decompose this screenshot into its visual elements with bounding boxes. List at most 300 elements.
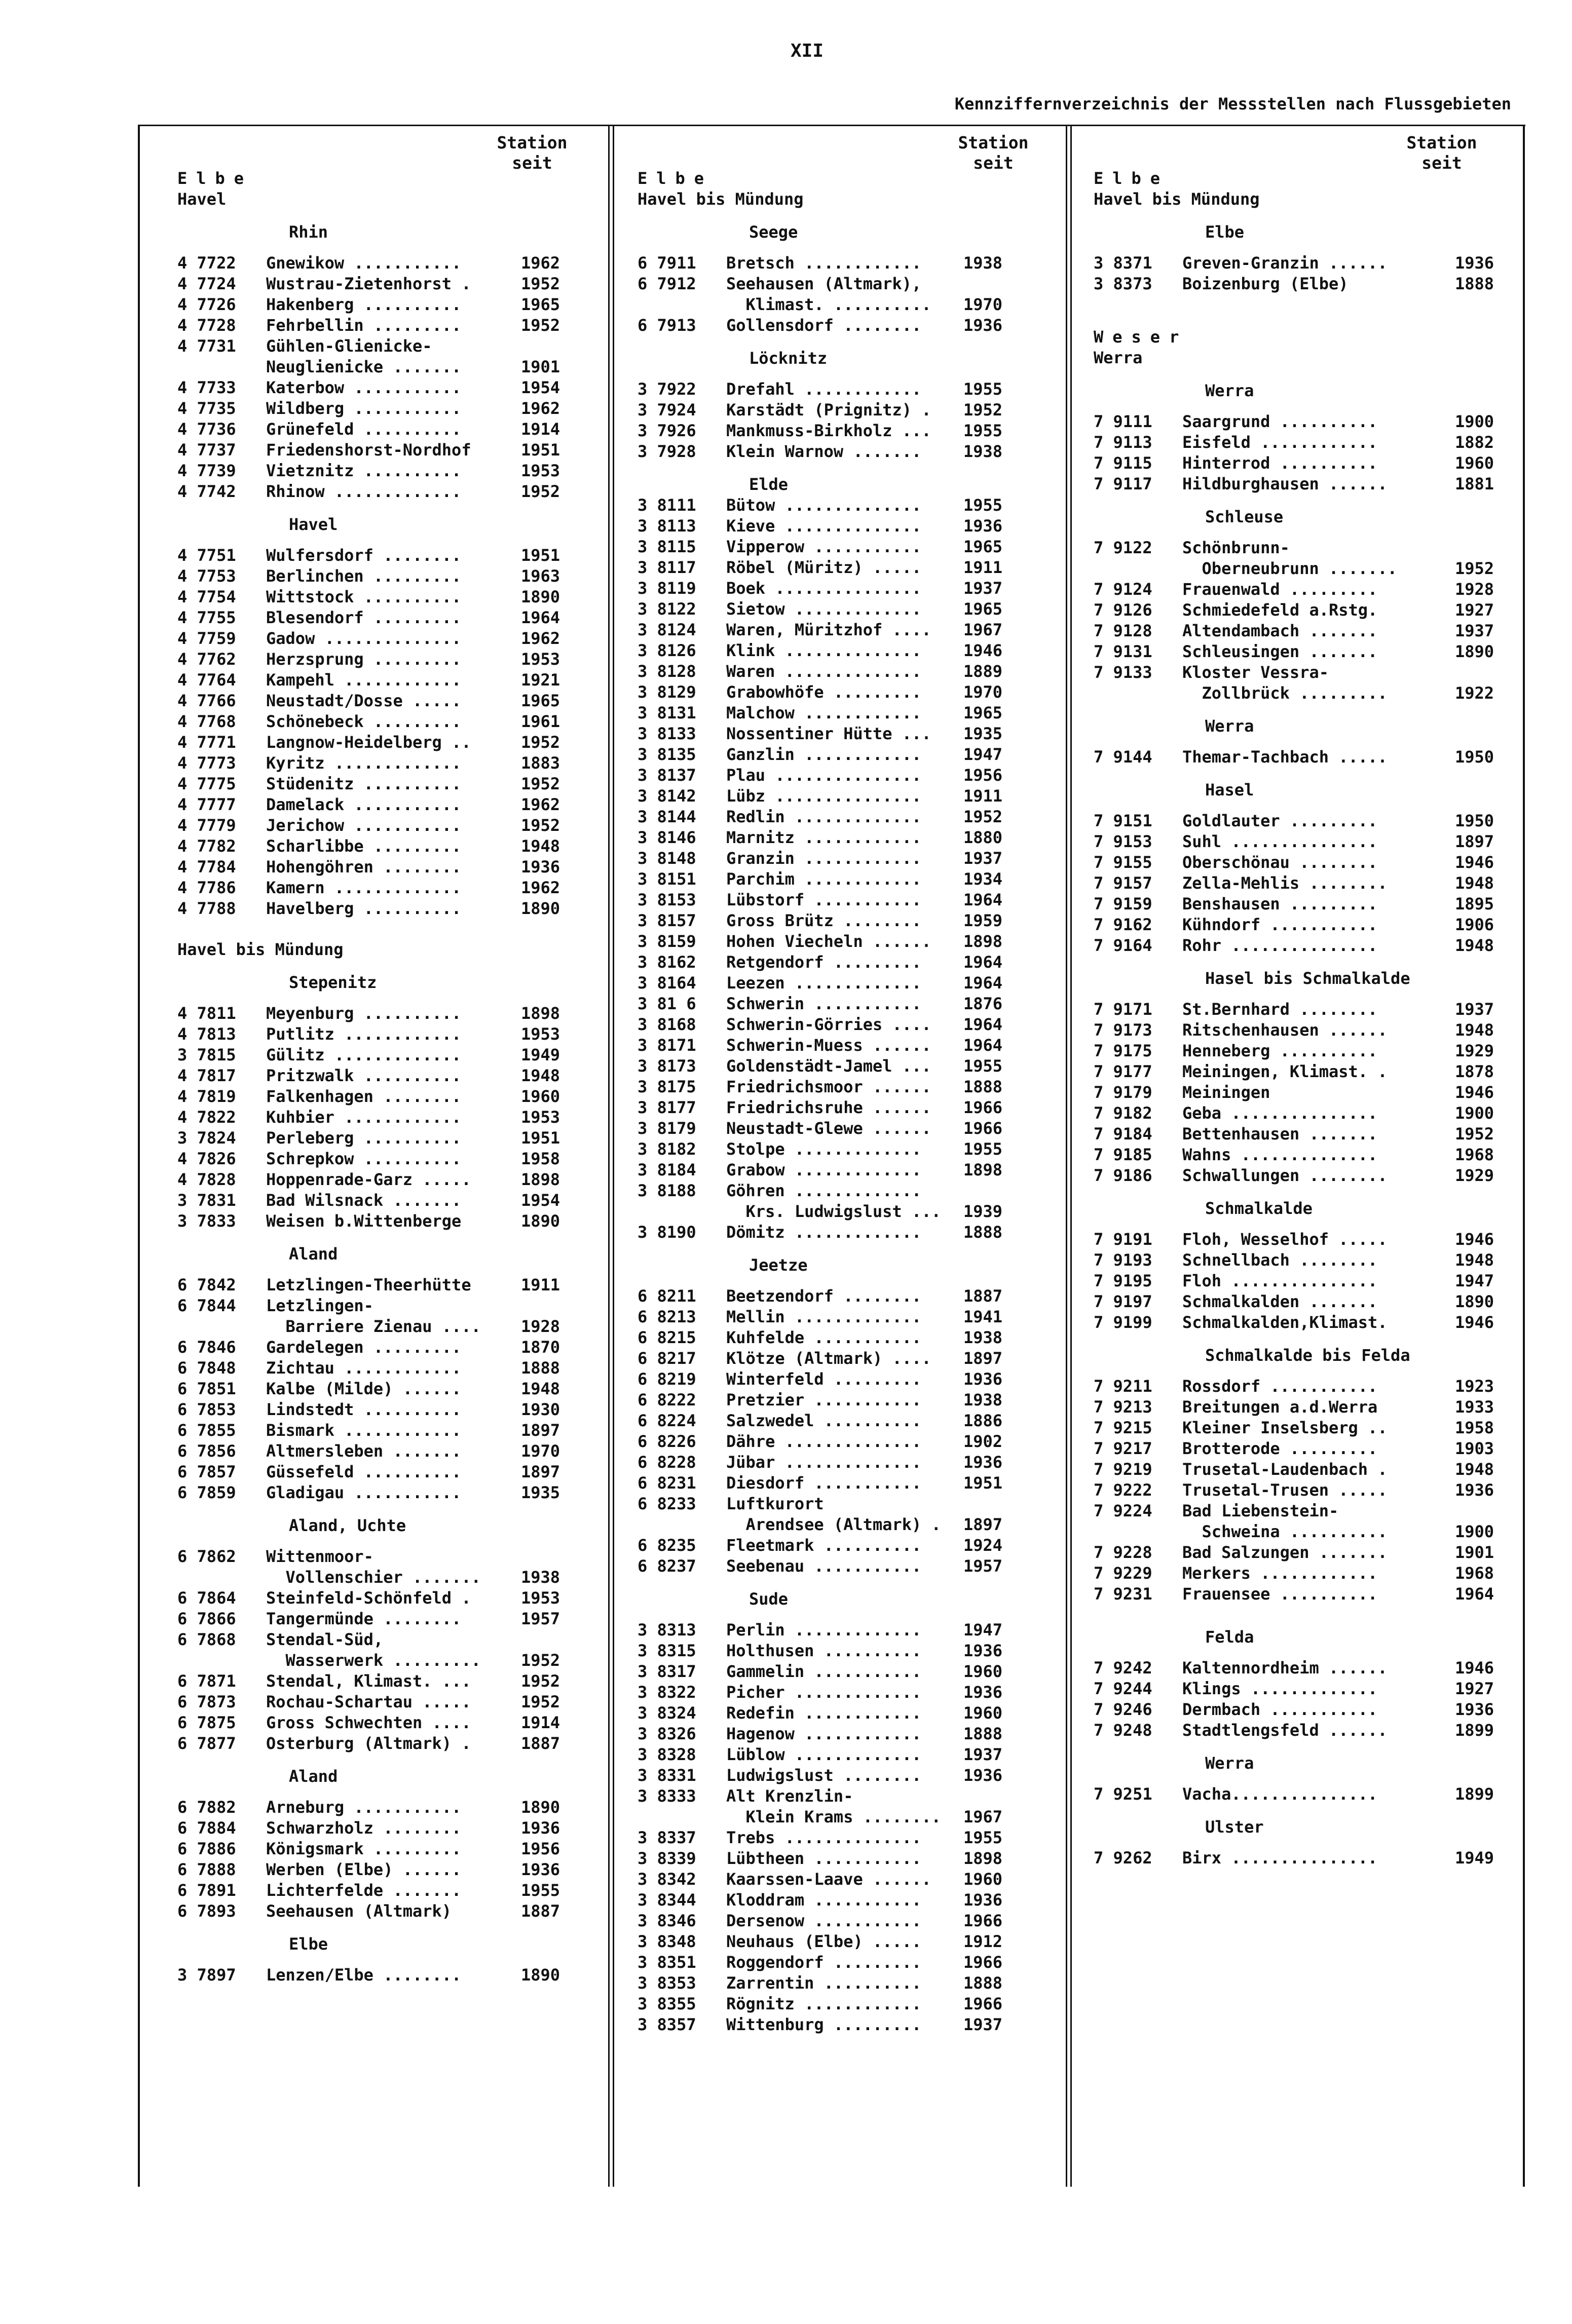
station-name: Gross Schwechten ....	[266, 1713, 471, 1732]
station-id: 4 7764	[177, 670, 236, 690]
station-row	[1094, 999, 1494, 1020]
station-year: 1946	[963, 641, 1002, 660]
station-year: 1955	[963, 379, 1002, 399]
station-id: 7 9155	[1094, 853, 1152, 872]
river-heading: Aland	[289, 1767, 338, 1786]
station-year: 1952	[520, 274, 560, 293]
river-heading: Sude	[749, 1589, 789, 1609]
station-year: 1890	[520, 1798, 560, 1817]
station-year: 1960	[1454, 453, 1494, 473]
station-row	[638, 1641, 1002, 1661]
station-year: 1936	[1454, 1700, 1494, 1719]
station-year: 1890	[520, 587, 560, 606]
station-row	[1094, 1459, 1494, 1480]
station-id: 3 8111	[638, 496, 696, 515]
station-row	[638, 807, 1002, 827]
station-year: 1948	[1454, 873, 1494, 893]
station-row	[177, 1358, 560, 1379]
station-name: Grabow .............	[726, 1160, 922, 1179]
station-name: Picher .............	[726, 1683, 922, 1702]
station-name: Seehausen (Altmark),	[726, 274, 922, 293]
station-name: Schweina ..........	[1182, 1522, 1388, 1541]
station-year: 1928	[520, 1317, 560, 1336]
station-id: 7 9144	[1094, 747, 1152, 767]
station-id: 7 9153	[1094, 832, 1152, 851]
station-name: Schwerin-Muess ......	[726, 1036, 931, 1055]
station-id: 3 8357	[638, 2015, 696, 2034]
station-year: 1890	[1454, 642, 1494, 661]
station-name: Ludwigslust ........	[726, 1766, 922, 1785]
station-id: 7 9217	[1094, 1439, 1152, 1458]
station-id: 7 9113	[1094, 433, 1152, 452]
station-id: 3 8346	[638, 1911, 696, 1930]
station-name: Dähre ..............	[726, 1432, 922, 1451]
station-row	[638, 1724, 1002, 1744]
station-id: 3 8373	[1094, 274, 1152, 293]
station-name: Arneburg ...........	[266, 1798, 462, 1817]
station-row	[177, 794, 560, 815]
station-row	[177, 315, 560, 336]
station-name: Tangermünde ........	[266, 1609, 462, 1628]
station-id: 3 8131	[638, 703, 696, 722]
station-year: 1970	[520, 1441, 560, 1461]
station-name: Meyenburg ..........	[266, 1004, 462, 1023]
station-id: 6 7856	[177, 1441, 236, 1461]
station-name: St.Bernhard ........	[1182, 1000, 1378, 1019]
station-name: Pritzwalk ..........	[266, 1066, 462, 1085]
spacer	[1094, 294, 1494, 315]
station-name: Trusetal-Trusen .....	[1182, 1480, 1388, 1500]
station-row	[638, 1431, 1002, 1452]
page-heading: Kennziffernverzeichnis der Messstellen nach Flussgebieten	[954, 94, 1511, 113]
station-row	[638, 441, 1002, 462]
station-id: 6 7877	[177, 1734, 236, 1753]
station-id: 3 8144	[638, 807, 696, 826]
spacer	[1094, 801, 1494, 811]
station-year: 1929	[1454, 1166, 1494, 1185]
station-id: 6 8228	[638, 1453, 696, 1472]
station-year: 1961	[520, 712, 560, 731]
station-year: 1900	[1454, 1522, 1494, 1541]
river-heading: Havel	[289, 515, 338, 534]
station-year: 1965	[963, 599, 1002, 619]
station-id: 3 7897	[177, 1965, 236, 1985]
station-row	[638, 1931, 1002, 1952]
spacer	[638, 127, 1002, 156]
station-id: 6 7884	[177, 1818, 236, 1838]
station-name: Rochau-Schartau .....	[266, 1692, 471, 1711]
station-name: Retgendorf .........	[726, 953, 922, 972]
station-id: 3 7926	[638, 421, 696, 440]
region-heading: Havel bis Mündung	[177, 940, 344, 959]
station-row	[177, 878, 560, 898]
station-name: Lenzen/Elbe ........	[266, 1965, 462, 1985]
station-row	[638, 495, 1002, 516]
station-name: Gollensdorf ........	[726, 316, 922, 335]
station-name: Wittenburg .........	[726, 2015, 922, 2034]
station-year: 1960	[520, 1087, 560, 1106]
station-name: Gross Brütz ........	[726, 911, 922, 930]
station-year: 1949	[520, 1045, 560, 1064]
station-year: 1938	[963, 253, 1002, 273]
station-row	[638, 1286, 1002, 1307]
station-name: Wittstock ..........	[266, 587, 462, 606]
station-row	[638, 2014, 1002, 2035]
station-year: 1870	[520, 1338, 560, 1357]
station-row	[638, 1535, 1002, 1556]
station-name: Jerichow ...........	[266, 816, 462, 835]
station-row	[1094, 579, 1494, 600]
station-name: Rögnitz ............	[726, 1994, 922, 2013]
station-row	[1094, 1563, 1494, 1584]
spacer	[1094, 737, 1494, 747]
seit-label: seit	[973, 153, 1014, 173]
station-id: 6 7862	[177, 1547, 236, 1566]
station-name: Schwerin-Görries ....	[726, 1015, 931, 1034]
river-heading: Hasel	[1205, 780, 1254, 799]
station-year: 1903	[1454, 1439, 1494, 1458]
spacer	[1094, 243, 1494, 253]
station-id: 7 9197	[1094, 1292, 1152, 1311]
station-id: 3 8326	[638, 1724, 696, 1743]
station-row	[638, 578, 1002, 599]
station-year: 1888	[1454, 274, 1494, 293]
station-row	[638, 1661, 1002, 1682]
station-label: Station	[958, 133, 1029, 153]
station-id: 4 7755	[177, 608, 236, 627]
station-row	[638, 1765, 1002, 1786]
station-row	[177, 1190, 560, 1211]
station-row	[1094, 1397, 1494, 1418]
station-name: Rohr ...............	[1182, 936, 1378, 955]
station-id: 7 9128	[1094, 621, 1152, 640]
station-year: 1964	[520, 608, 560, 627]
station-id: 3 8315	[638, 1641, 696, 1660]
station-row	[638, 640, 1002, 661]
region-heading: Werra	[1094, 348, 1143, 367]
station-year: 1898	[963, 1849, 1002, 1868]
station-row	[638, 315, 1002, 336]
station-name: Kampehl ............	[266, 670, 462, 690]
station-id: 7 9219	[1094, 1460, 1152, 1479]
station-year: 1899	[1454, 1784, 1494, 1804]
station-year: 1936	[963, 1453, 1002, 1472]
station-row	[177, 440, 560, 461]
station-label: Station	[1406, 133, 1477, 153]
station-row	[177, 836, 560, 857]
basin-heading: Elbe	[177, 169, 253, 188]
station-row	[638, 1494, 1002, 1514]
station-row	[638, 1097, 1002, 1118]
station-id: 3 8113	[638, 516, 696, 536]
station-year: 1898	[520, 1004, 560, 1023]
station-year: 1936	[1454, 1480, 1494, 1500]
station-name: Malchow ............	[726, 703, 922, 722]
station-row	[638, 379, 1002, 400]
station-id: 6 8211	[638, 1286, 696, 1306]
station-name: Friedrichsmoor ......	[726, 1077, 931, 1096]
station-id: 3 8322	[638, 1683, 696, 1702]
station-row	[638, 1160, 1002, 1180]
station-name: Nossentiner Hütte ...	[726, 724, 931, 743]
station-name: Schleusingen .......	[1182, 642, 1378, 661]
station-year: 1897	[963, 1515, 1002, 1534]
station-year: 1952	[520, 733, 560, 752]
station-name: Alt Krenzlin-	[726, 1786, 853, 1806]
station-name: Bad Salzungen .......	[1182, 1543, 1388, 1562]
station-name: Birx ...............	[1182, 1848, 1378, 1868]
station-id: 3 8137	[638, 766, 696, 785]
station-name: Karstädt (Prignitz) .	[726, 400, 931, 420]
station-year: 1937	[1454, 621, 1494, 640]
station-row	[638, 952, 1002, 973]
station-name: Sietow .............	[726, 599, 922, 619]
station-row	[1094, 1145, 1494, 1165]
station-id: 4 7766	[177, 691, 236, 710]
station-year: 1953	[520, 650, 560, 669]
station-year: 1936	[963, 316, 1002, 335]
station-name: Kleiner Inselsberg ..	[1182, 1418, 1388, 1437]
station-name: Beetzendorf ........	[726, 1286, 922, 1306]
station-row	[177, 1337, 560, 1358]
station-row	[1094, 1124, 1494, 1145]
station-year: 1970	[963, 295, 1002, 314]
station-name: Stendal-Süd,	[266, 1630, 384, 1649]
station-id: 7 9244	[1094, 1679, 1152, 1698]
station-name: Parchim ............	[726, 869, 922, 889]
station-name: Schwerin ...........	[726, 994, 922, 1013]
station-row	[1094, 894, 1494, 915]
station-name: Friedenshorst-Nordhof	[266, 440, 471, 460]
station-row	[177, 294, 560, 315]
river-heading: Schmalkalde	[1205, 1199, 1313, 1218]
station-name: Themar-Tachbach .....	[1182, 747, 1388, 767]
station-year: 1953	[520, 1024, 560, 1044]
station-row	[638, 1973, 1002, 1994]
river-heading: Rhin	[289, 222, 328, 242]
station-name: Klimast. ..........	[726, 295, 931, 314]
station-year: 1881	[1454, 474, 1494, 493]
station-row	[177, 1149, 560, 1169]
station-id: 6 7875	[177, 1713, 236, 1732]
station-year: 1951	[520, 1128, 560, 1148]
station-name: Lübtheen ...........	[726, 1849, 922, 1868]
station-name: Altendambach .......	[1182, 621, 1378, 640]
station-id: 4 7822	[177, 1108, 236, 1127]
station-row	[1094, 1699, 1494, 1720]
station-id: 3 8371	[1094, 253, 1152, 273]
frame-left-line	[138, 125, 140, 2187]
spacer	[638, 1610, 1002, 1620]
station-id: 6 8235	[638, 1536, 696, 1555]
station-year: 1888	[520, 1358, 560, 1378]
station-id: 7 9186	[1094, 1166, 1152, 1185]
station-name: Holthusen ..........	[726, 1641, 922, 1660]
station-year: 1936	[963, 1369, 1002, 1389]
spacer	[177, 993, 560, 1003]
station-name: Breitungen a.d.Werra	[1182, 1397, 1378, 1417]
spacer	[638, 369, 1002, 379]
station-name: Leezen .............	[726, 973, 922, 993]
station-row	[177, 857, 560, 878]
station-name: Boek ...............	[726, 579, 922, 598]
station-row	[177, 1024, 560, 1045]
station-year: 1924	[963, 1536, 1002, 1555]
station-name: Roggendorf .........	[726, 1953, 922, 1972]
station-name: Vipperow ...........	[726, 537, 922, 556]
station-row	[1094, 1679, 1494, 1699]
station-row	[177, 1839, 560, 1859]
station-year: 1953	[520, 1108, 560, 1127]
station-name: Letzlingen-Theerhütte	[266, 1275, 471, 1294]
station-row	[177, 1588, 560, 1609]
frame-right-line	[1523, 125, 1525, 2187]
station-row	[1094, 747, 1494, 768]
station-year: 1964	[963, 973, 1002, 993]
station-row	[638, 1620, 1002, 1641]
basin-heading: Weser	[1094, 327, 1188, 347]
station-row	[1094, 1480, 1494, 1501]
station-name: Seehausen (Altmark)	[266, 1901, 452, 1921]
station-year: 1946	[1454, 853, 1494, 872]
station-year: 1936	[1454, 253, 1494, 273]
station-year: 1948	[1454, 1250, 1494, 1270]
station-name: Granzin ............	[726, 849, 922, 868]
column-divider-2b	[1070, 125, 1072, 2187]
station-name: Falkenhagen ........	[266, 1087, 462, 1106]
station-name: Goldlauter .........	[1182, 811, 1378, 830]
station-id: 4 7828	[177, 1170, 236, 1189]
station-row	[177, 587, 560, 607]
station-year: 1952	[520, 816, 560, 835]
station-name: Katerbow ...........	[266, 378, 462, 397]
station-year: 1962	[520, 629, 560, 648]
station-year: 1936	[963, 1890, 1002, 1910]
station-name: Plau ...............	[726, 766, 922, 785]
seit-label: seit	[512, 153, 552, 173]
station-year: 1936	[963, 516, 1002, 536]
station-row	[638, 1556, 1002, 1577]
station-name: Zollbrück .........	[1182, 683, 1388, 703]
station-year: 1953	[520, 1588, 560, 1608]
station-row	[638, 682, 1002, 703]
station-id: 4 7784	[177, 857, 236, 877]
station-year: 1928	[1454, 580, 1494, 599]
station-year: 1882	[1454, 433, 1494, 452]
station-name: Vietznitz ..........	[266, 461, 462, 480]
station-year: 1956	[963, 766, 1002, 785]
station-year: 1936	[963, 1641, 1002, 1660]
station-id: 3 8188	[638, 1181, 696, 1200]
station-name: Oberschönau ........	[1182, 853, 1378, 872]
river-heading: Felda	[1205, 1627, 1254, 1647]
station-name: Greven-Granzin ......	[1182, 253, 1388, 273]
station-row	[177, 1797, 560, 1818]
station-id: 3 8313	[638, 1620, 696, 1640]
station-name: Oberneubrunn .......	[1182, 559, 1397, 578]
station-name: Klings .............	[1182, 1679, 1378, 1698]
station-row	[177, 1567, 560, 1588]
station-id: 6 7842	[177, 1275, 236, 1294]
station-name: Ritschenhausen ......	[1182, 1020, 1388, 1040]
station-row	[177, 607, 560, 628]
station-id: 7 9179	[1094, 1083, 1152, 1102]
station-name: Lübz ...............	[726, 786, 922, 806]
station-name: Kaarssen-Laave ......	[726, 1870, 931, 1889]
station-row	[638, 910, 1002, 931]
station-row	[177, 253, 560, 274]
station-id: 6 7868	[177, 1630, 236, 1649]
station-name: Zella-Mehlis ........	[1182, 873, 1388, 893]
river-heading: Ulster	[1205, 1817, 1264, 1837]
station-year: 1952	[1454, 559, 1494, 578]
station-name: Henneberg ..........	[1182, 1041, 1378, 1060]
station-row	[638, 557, 1002, 578]
station-id: 3 8119	[638, 579, 696, 598]
station-row	[177, 1901, 560, 1922]
station-name: Havelberg ..........	[266, 899, 462, 918]
station-row	[638, 599, 1002, 620]
station-year: 1955	[520, 1881, 560, 1900]
station-row	[177, 1629, 560, 1650]
station-row	[177, 1316, 560, 1337]
station-row	[638, 703, 1002, 723]
station-year: 1898	[520, 1170, 560, 1189]
station-name: Meiningen, Klimast. .	[1182, 1062, 1388, 1081]
station-year: 1948	[520, 1066, 560, 1085]
station-year: 1952	[520, 316, 560, 335]
station-name: Gladigau ...........	[266, 1483, 462, 1502]
station-row	[1094, 1020, 1494, 1041]
station-id: 7 9126	[1094, 600, 1152, 620]
station-name: Kalbe (Milde) ......	[266, 1379, 462, 1398]
station-id: 4 7775	[177, 774, 236, 793]
station-id: 4 7768	[177, 712, 236, 731]
station-year: 1911	[963, 786, 1002, 806]
station-id: 3 8333	[638, 1786, 696, 1806]
station-year: 1937	[963, 2015, 1002, 2034]
station-name: Mellin .............	[726, 1307, 922, 1326]
station-name: Langnow-Heidelberg ..	[266, 733, 471, 752]
station-id: 3 7815	[177, 1045, 236, 1064]
station-year: 1955	[963, 1828, 1002, 1847]
station-id: 7 9171	[1094, 1000, 1152, 1019]
station-row	[638, 1994, 1002, 2014]
station-row	[177, 461, 560, 481]
station-id: 6 7882	[177, 1798, 236, 1817]
station-name: Waren, Müritzhof ....	[726, 620, 931, 639]
station-id: 6 8233	[638, 1494, 696, 1513]
station-row	[1094, 873, 1494, 894]
station-year: 1887	[520, 1734, 560, 1753]
station-year: 1951	[963, 1473, 1002, 1493]
station-year: 1886	[963, 1411, 1002, 1430]
station-id: 6 7866	[177, 1609, 236, 1628]
station-year: 1951	[520, 440, 560, 460]
station-row	[177, 898, 560, 919]
station-year: 1956	[520, 1839, 560, 1858]
station-row	[638, 1890, 1002, 1911]
station-id: 6 8226	[638, 1432, 696, 1451]
station-row	[638, 400, 1002, 421]
station-id: 3 8173	[638, 1056, 696, 1076]
station-name: Bütow ..............	[726, 496, 922, 515]
station-row	[1094, 474, 1494, 494]
station-row	[638, 931, 1002, 952]
station-id: 4 7733	[177, 378, 236, 397]
station-id: 6 7888	[177, 1860, 236, 1879]
station-year: 1955	[963, 421, 1002, 440]
